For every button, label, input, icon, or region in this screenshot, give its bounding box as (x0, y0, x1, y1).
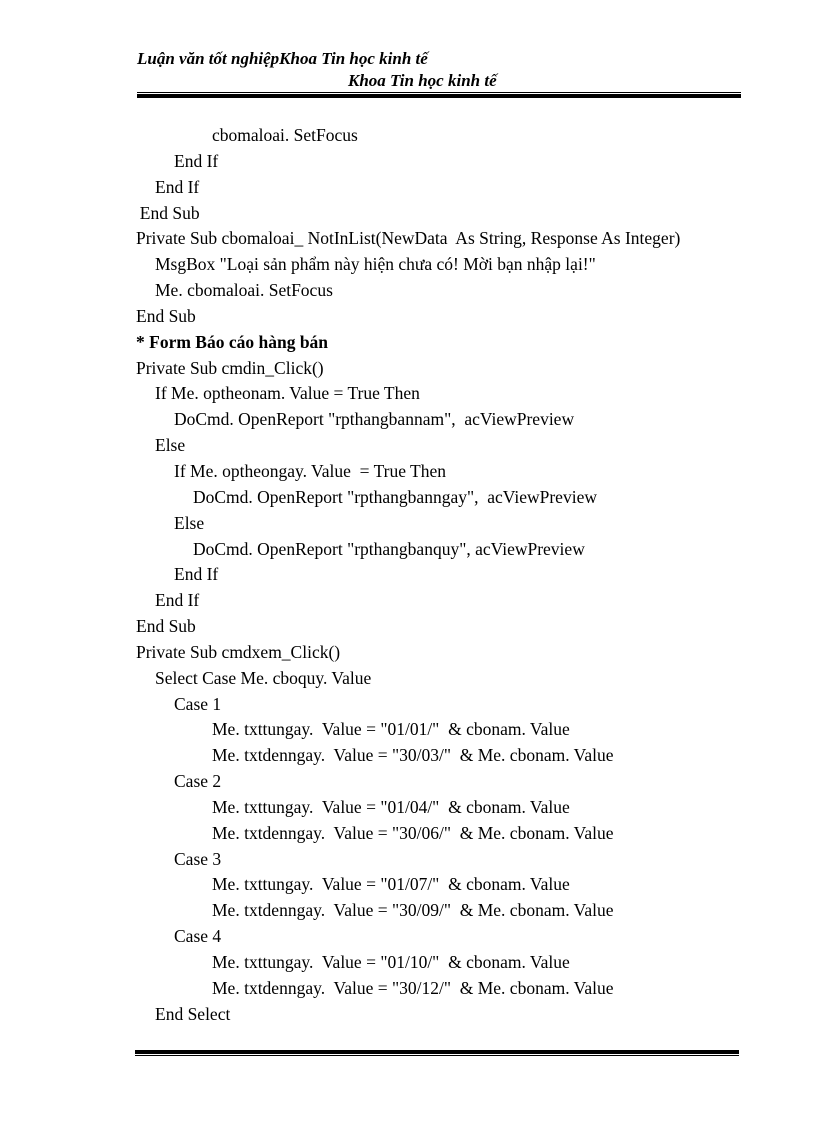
code-line: cbomaloai. SetFocus (212, 125, 358, 145)
header-title-line2: Khoa Tin học kinh tế (348, 71, 497, 90)
code-line: End Sub (139, 202, 200, 223)
code-line: Me. txtdenngay. Value = "30/09/" & Me. cbonam. Value (212, 900, 614, 921)
code-line: End If (155, 590, 200, 611)
header-title-line1: Luận văn tốt nghiệpKhoa Tin học kinh tế (137, 49, 428, 68)
code-line: Me. txttungay. Value = "01/10/" & cbonam. Value (212, 952, 570, 972)
code-line: End Sub (136, 616, 196, 637)
code-line: DoCmd. OpenReport "rpthangbannam", acViewPreview (174, 409, 575, 430)
header-rule-thick (137, 94, 741, 98)
footer-rule (135, 1050, 739, 1056)
code-line: Private Sub cmdin_Click() (136, 357, 324, 378)
code-line: Me. txtdenngay. Value = "30/06/" & Me. cbonam. Value (212, 822, 614, 843)
code-line: Me. cbomaloai. SetFocus (155, 280, 333, 301)
code-line: Case 3 (174, 848, 222, 869)
code-line: Else (155, 435, 186, 456)
code-line: Me. txtdenngay. Value = "30/03/" & Me. cbonam. Value (212, 745, 614, 766)
header-rule-thin (137, 92, 741, 93)
code-line: Me. txttungay. Value = "01/04/" & cbonam. Value (212, 796, 570, 817)
code-line: Select Case Me. cboquy. Value (155, 667, 372, 688)
footer-rule-thin (135, 1055, 739, 1056)
code-line: If Me. optheonam. Value = True Then (155, 383, 420, 404)
code-line: DoCmd. OpenReport "rpthangbanngay", acViewPreview (193, 486, 597, 507)
footer-rule-thick (135, 1050, 739, 1054)
code-line: End If (174, 150, 219, 171)
code-line: Case 4 (174, 926, 222, 947)
code-line: End If (174, 564, 219, 585)
code-line: End Sub (136, 305, 196, 326)
code-line: If Me. optheongay. Value = True Then (174, 460, 447, 481)
code-line: * Form Báo cáo hàng bán (136, 331, 329, 352)
page-header (137, 48, 741, 92)
code-line: Private Sub cbomaloai_ NotInList(NewData As String, Response As Integer) (136, 228, 681, 249)
code-line: Case 1 (174, 693, 222, 714)
code-line: Else (174, 512, 205, 533)
code-line: DoCmd. OpenReport "rpthangbanquy", acViewPreview (193, 538, 585, 559)
code-line: Me. txttungay. Value = "01/01/" & cbonam. Value (212, 719, 570, 740)
header-rule (137, 92, 741, 98)
code-line: Me. txtdenngay. Value = "30/12/" & Me. cbonam. Value (212, 977, 614, 998)
code-listing (136, 123, 736, 1028)
code-line: Me. txttungay. Value = "01/07/" & cbonam. Value (212, 874, 570, 895)
code-line: End If (155, 176, 200, 197)
code-line: End Select (155, 1003, 231, 1024)
code-line: Case 2 (174, 771, 222, 792)
code-line: Private Sub cmdxem_Click() (136, 641, 341, 662)
code-line: MsgBox "Loại sản phẩm này hiện chưa có! Mời bạn nhập lại!" (155, 254, 596, 275)
